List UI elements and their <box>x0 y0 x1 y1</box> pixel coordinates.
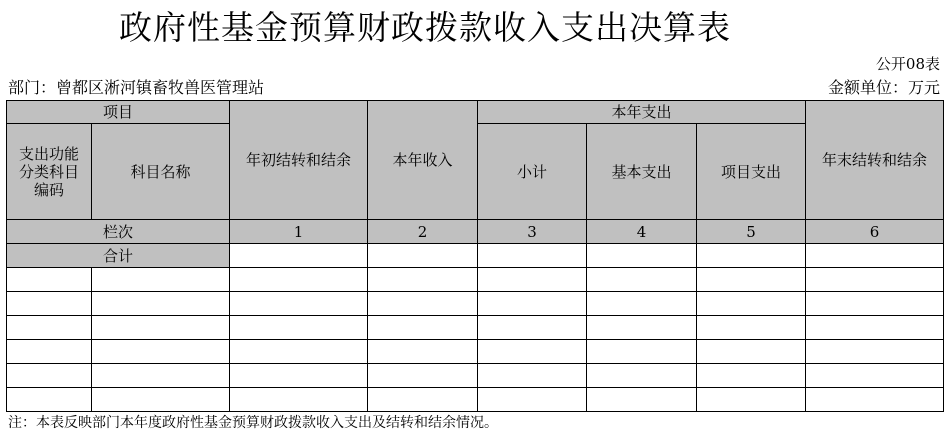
table-row <box>7 268 944 292</box>
table-cell <box>92 316 230 340</box>
header-expense-group: 本年支出 <box>478 101 806 124</box>
table-cell <box>697 388 806 412</box>
table-cell <box>230 340 368 364</box>
index-col-6: 6 <box>806 220 944 244</box>
table-row <box>7 316 944 340</box>
table-cell <box>92 340 230 364</box>
header-basic-expense: 基本支出 <box>587 124 697 220</box>
table-cell <box>806 340 944 364</box>
table-cell <box>368 364 478 388</box>
header-project-expense: 项目支出 <box>697 124 806 220</box>
table-cell <box>7 388 92 412</box>
index-col-1: 1 <box>230 220 368 244</box>
table-cell <box>806 292 944 316</box>
table-cell <box>478 388 587 412</box>
total-cell <box>806 244 944 268</box>
index-col-2: 2 <box>368 220 478 244</box>
table-cell <box>7 364 92 388</box>
table-cell <box>368 268 478 292</box>
total-cell <box>697 244 806 268</box>
table-cell <box>368 316 478 340</box>
index-row-label: 栏次 <box>7 220 230 244</box>
table-cell <box>92 388 230 412</box>
table-cell <box>478 340 587 364</box>
table-cell <box>806 268 944 292</box>
index-col-4: 4 <box>587 220 697 244</box>
table-cell <box>230 292 368 316</box>
table-cell <box>92 364 230 388</box>
table-cell <box>7 292 92 316</box>
header-subject-name: 科目名称 <box>92 124 230 220</box>
index-col-3: 3 <box>478 220 587 244</box>
table-cell <box>368 388 478 412</box>
table-cell <box>7 340 92 364</box>
table-cell <box>697 316 806 340</box>
table-cell <box>230 364 368 388</box>
total-row-label: 合计 <box>7 244 230 268</box>
table-cell <box>92 292 230 316</box>
header-end-balance: 年末结转和结余 <box>806 101 944 220</box>
header-project: 项目 <box>7 101 230 124</box>
table-cell <box>587 292 697 316</box>
table-cell <box>587 340 697 364</box>
table-cell <box>697 292 806 316</box>
table-cell <box>478 316 587 340</box>
table-row <box>7 340 944 364</box>
total-cell <box>478 244 587 268</box>
table-cell <box>697 268 806 292</box>
report-title: 政府性基金预算财政拨款收入支出决算表 <box>119 8 731 47</box>
header-func-code: 支出功能分类科目编码 <box>7 124 92 220</box>
table-cell <box>7 268 92 292</box>
table-row <box>7 292 944 316</box>
amount-unit-label: 金额单位：万元 <box>827 78 940 97</box>
table-cell <box>478 268 587 292</box>
index-col-5: 5 <box>697 220 806 244</box>
table-cell <box>587 268 697 292</box>
header-income: 本年收入 <box>368 101 478 220</box>
table-cell <box>368 292 478 316</box>
footnote: 注：本表反映部门本年度政府性基金预算财政拨款收入支出及结转和结余情况。 <box>8 415 498 431</box>
budget-table <box>6 100 944 412</box>
table-cell <box>587 364 697 388</box>
table-row <box>7 388 944 412</box>
total-cell <box>230 244 368 268</box>
table-cell <box>230 316 368 340</box>
table-cell <box>806 388 944 412</box>
header-subtotal: 小计 <box>478 124 587 220</box>
total-cell <box>368 244 478 268</box>
table-cell <box>368 340 478 364</box>
table-row <box>7 364 944 388</box>
table-cell <box>230 388 368 412</box>
form-code: 公开08表 <box>875 55 940 73</box>
department-label: 部门：曾都区淅河镇畜牧兽医管理站 <box>8 78 265 97</box>
header-begin-balance: 年初结转和结余 <box>230 101 368 220</box>
table-cell <box>478 364 587 388</box>
table-cell <box>587 316 697 340</box>
table-cell <box>92 268 230 292</box>
table-cell <box>806 316 944 340</box>
table-cell <box>697 340 806 364</box>
table-cell <box>7 316 92 340</box>
table-cell <box>478 292 587 316</box>
total-cell <box>587 244 697 268</box>
table-cell <box>230 268 368 292</box>
table-cell <box>587 388 697 412</box>
table-cell <box>806 364 944 388</box>
table-cell <box>697 364 806 388</box>
